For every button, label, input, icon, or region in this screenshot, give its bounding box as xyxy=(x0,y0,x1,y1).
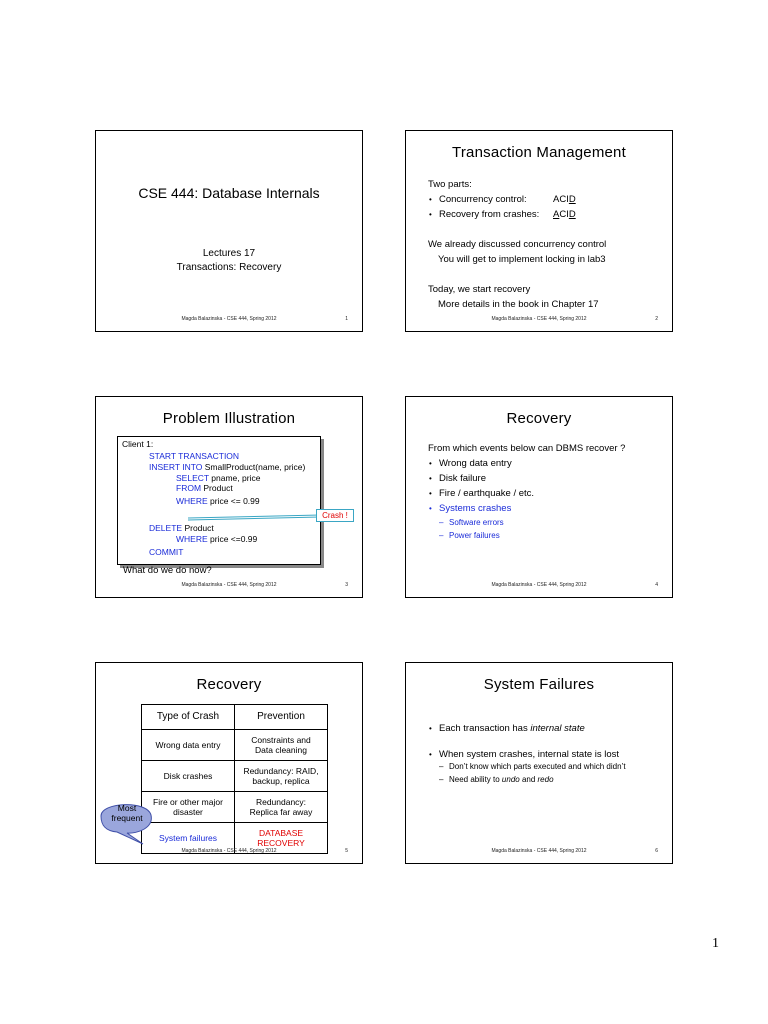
slide-6 xyxy=(405,662,673,864)
two-parts-label: Two parts: xyxy=(428,179,472,190)
slide-number: 1 xyxy=(345,316,348,322)
table-cell: System failures xyxy=(142,823,235,854)
slide-2-title: Transaction Management xyxy=(452,144,626,161)
slide-number: 4 xyxy=(655,582,658,588)
table-cell: Fire or other major disaster xyxy=(142,792,235,823)
table-row xyxy=(142,761,328,792)
para-chapter: More details in the book in Chapter 17 xyxy=(438,299,599,310)
table-row xyxy=(142,792,328,823)
table-cell: DATABASE RECOVERY xyxy=(235,823,328,854)
intro-text: From which events below can DBMS recover ? xyxy=(428,443,626,454)
slide-3 xyxy=(95,396,363,598)
slide-footer: Magda Balazinska - CSE 444, Spring 2012 xyxy=(491,848,587,854)
crash-callout: Crash ! xyxy=(316,509,354,522)
code-line: DELETE Product xyxy=(149,523,214,533)
slide-footer: Magda Balazinska - CSE 444, Spring 2012 xyxy=(491,582,587,588)
slide-4-title: Recovery xyxy=(506,410,572,427)
client-label: Client 1: xyxy=(122,439,154,449)
code-line: COMMIT xyxy=(149,547,184,557)
code-line: SELECT pname, price xyxy=(176,473,261,483)
code-line: INSERT INTO SmallProduct(name, price) xyxy=(149,462,306,472)
callout-text: Most frequent xyxy=(111,803,143,823)
slide-footer: Magda Balazinska - CSE 444, Spring 2012 xyxy=(181,316,277,322)
list-item: • Fire / earthquake / etc. xyxy=(428,486,664,501)
bullet-concurrency: • Concurrency control: ACID xyxy=(428,192,662,207)
slide-5-title: Recovery xyxy=(196,676,262,693)
question-text: What do we do now? xyxy=(123,565,212,576)
table-row xyxy=(142,730,328,761)
slide-number: 5 xyxy=(345,848,348,854)
table-cell: Redundancy: RAID, backup, replica xyxy=(235,761,328,792)
code-line: START TRANSACTION xyxy=(149,451,240,461)
slide-1-title: CSE 444: Database Internals xyxy=(138,185,320,201)
slide-2 xyxy=(405,130,673,332)
table-cell: Disk crashes xyxy=(142,761,235,792)
slide-1-line2: Transactions: Recovery xyxy=(176,262,282,273)
sub-item: – Power failures xyxy=(439,529,664,542)
code-line: WHERE price <=0.99 xyxy=(176,534,258,544)
table-header: Prevention xyxy=(235,705,328,730)
slide-number: 3 xyxy=(345,582,348,588)
code-line: FROM Product xyxy=(176,483,233,493)
para-concurrency: We already discussed concurrency control xyxy=(428,239,607,250)
slide-1 xyxy=(95,130,363,332)
page-number: 1 xyxy=(712,936,719,951)
slide-footer: Magda Balazinska - CSE 444, Spring 2012 xyxy=(181,582,277,588)
slide-5 xyxy=(95,662,363,864)
bullet-recovery: • Recovery from crashes: ACID xyxy=(428,207,662,222)
list-item: • When system crashes, internal state is lost xyxy=(428,747,666,762)
sub-item: – Need ability to undo and redo xyxy=(439,773,666,786)
sub-item: – Software errors xyxy=(439,516,664,529)
list-item: • Each transaction has internal state xyxy=(428,721,666,736)
slide-4 xyxy=(405,396,673,598)
para-recovery: Today, we start recovery xyxy=(428,284,531,295)
code-line: WHERE price <= 0.99 xyxy=(176,496,260,506)
table-cell: Wrong data entry xyxy=(142,730,235,761)
slide-1-line1: Lectures 17 xyxy=(202,248,256,259)
list-item: • Systems crashes xyxy=(428,501,664,516)
slide-6-title: System Failures xyxy=(483,676,595,693)
slide-number: 6 xyxy=(655,848,658,854)
slide-3-title: Problem Illustration xyxy=(162,410,296,427)
sub-item: – Don’t know which parts executed and which didn’t xyxy=(439,760,666,773)
list-item: • Disk failure xyxy=(428,471,664,486)
table-header: Type of Crash xyxy=(142,705,235,730)
para-lab3: You will get to implement locking in lab3 xyxy=(438,254,606,265)
list-item: • Wrong data entry xyxy=(428,456,664,471)
slide-footer: Magda Balazinska - CSE 444, Spring 2012 xyxy=(181,848,277,854)
table-cell: Constraints and Data cleaning xyxy=(235,730,328,761)
slide-number: 2 xyxy=(655,316,658,322)
crash-table xyxy=(141,704,328,854)
table-cell: Redundancy: Replica far away xyxy=(235,792,328,823)
slide-footer: Magda Balazinska - CSE 444, Spring 2012 xyxy=(491,316,587,322)
